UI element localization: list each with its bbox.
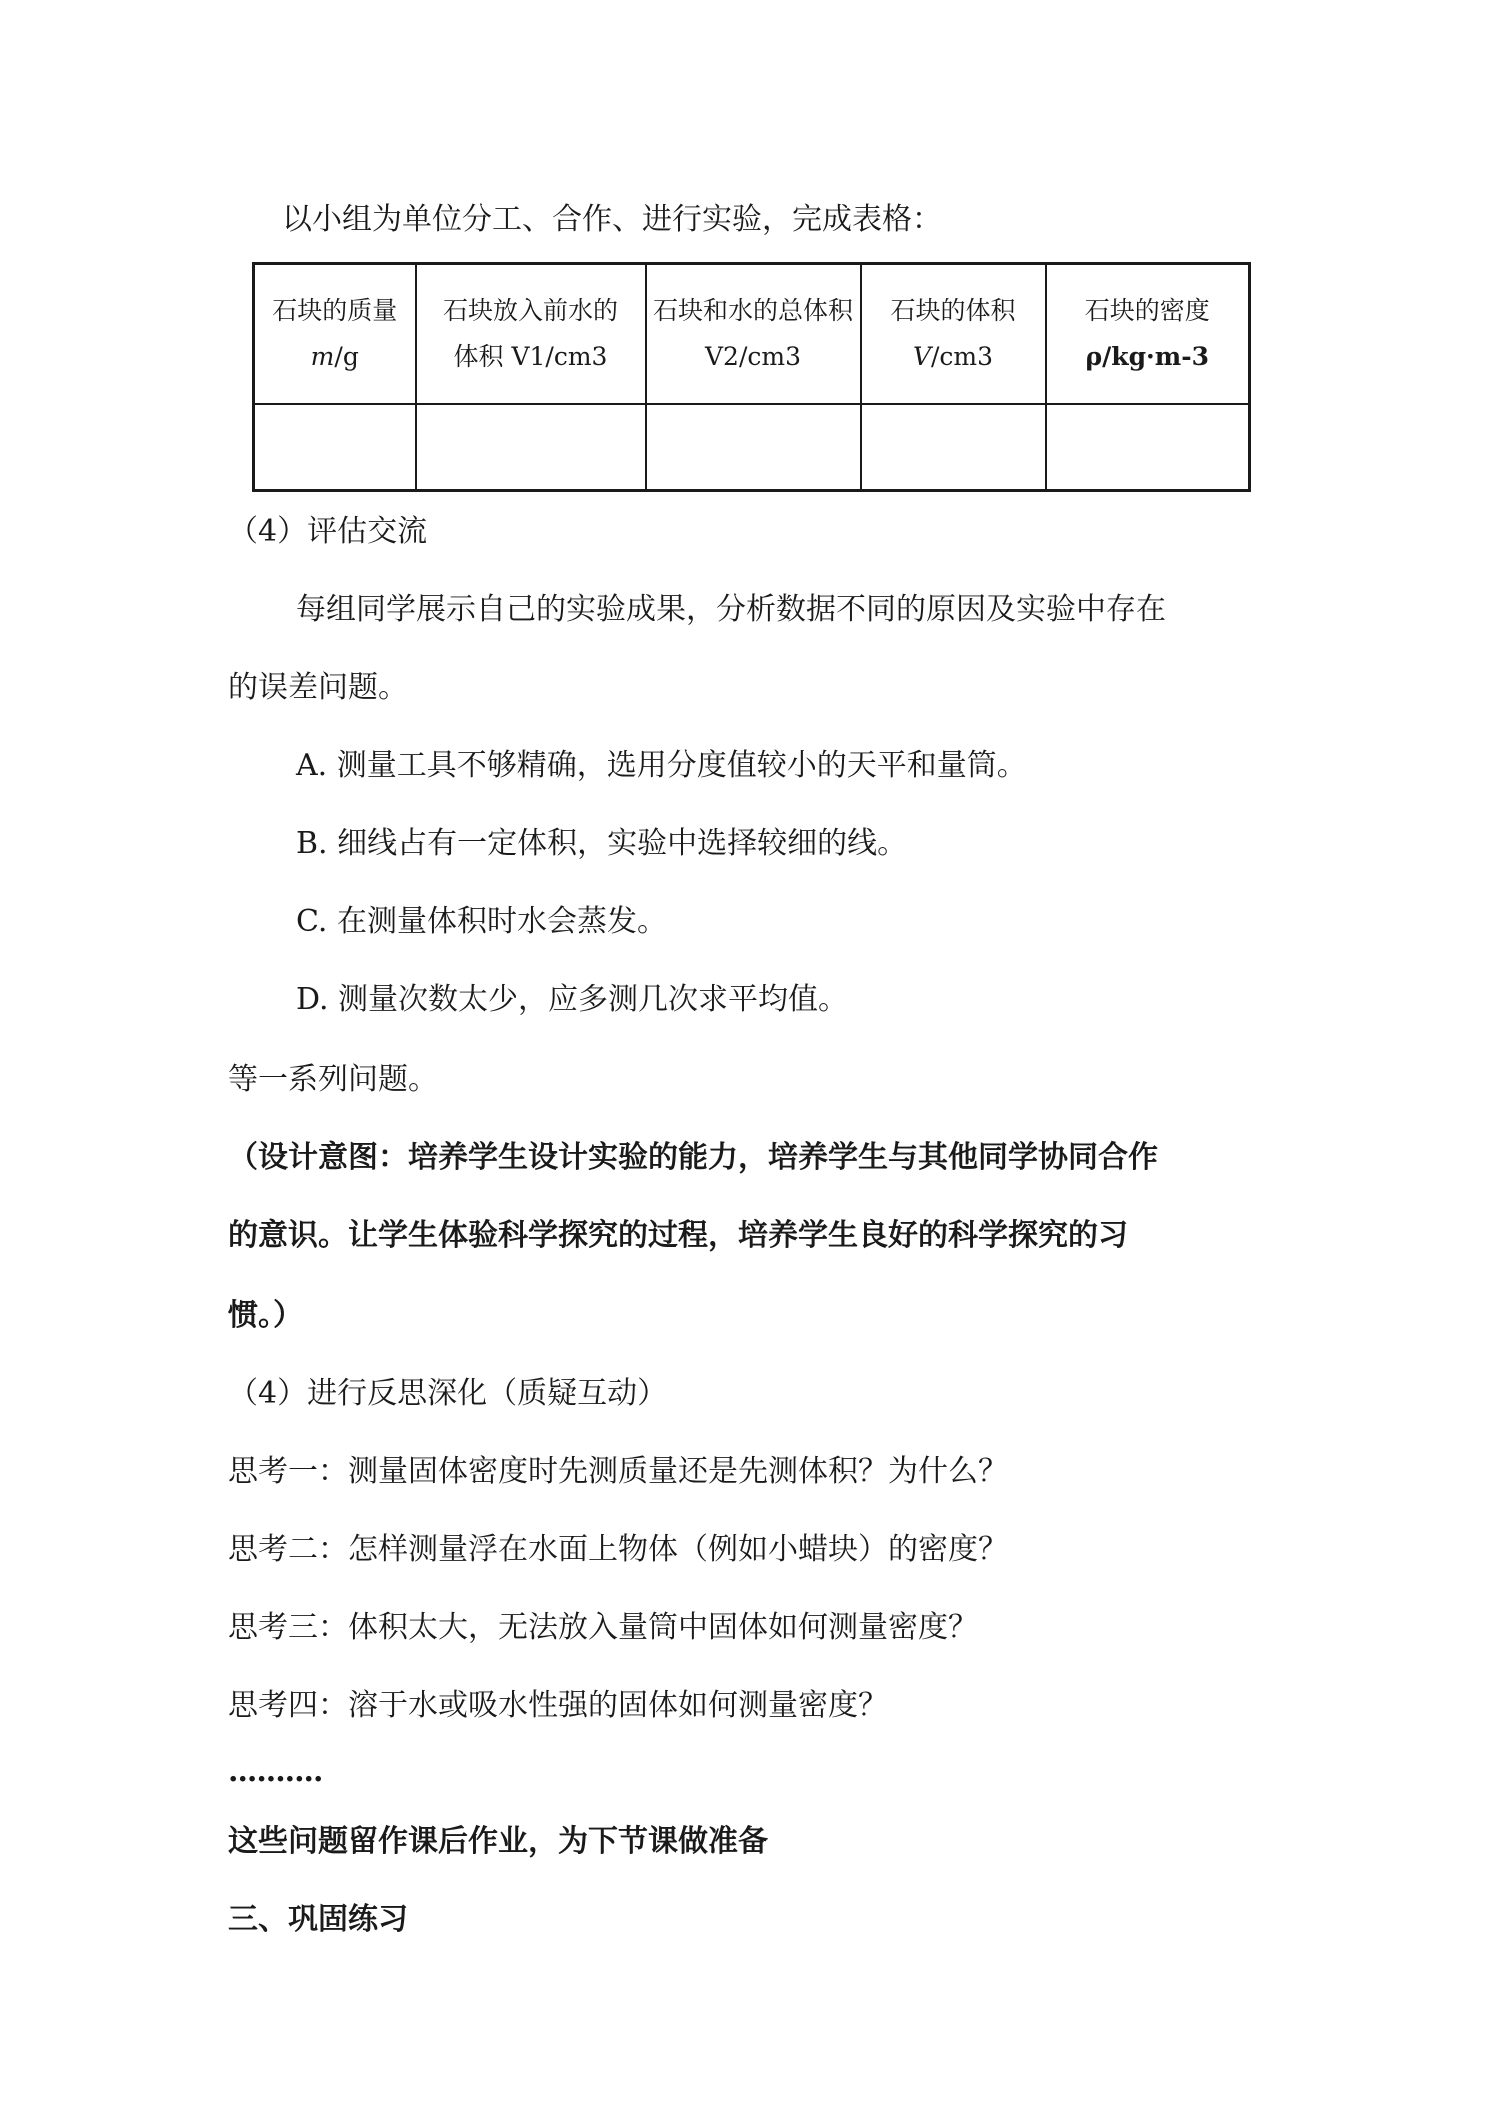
table-cell (861, 404, 1046, 491)
section-evaluate-heading: （4）评估交流 (228, 514, 428, 549)
think-three: 思考三：体积太大，无法放入量筒中固体如何测量密度？ (228, 1610, 978, 1645)
unit-symbol: m (310, 342, 335, 371)
header-label: 石块的质量 (272, 296, 398, 325)
header-cell-stone-volume (861, 264, 1046, 405)
homework-note: 这些问题留作课后作业，为下节课做准备 (228, 1824, 768, 1859)
header-label: 石块的体积 (890, 296, 1016, 325)
series-note: 等一系列问题。 (228, 1062, 438, 1097)
table-cell (1046, 404, 1250, 491)
design-intent-line-2: 的意识。让学生体验科学探究的过程，培养学生良好的科学探究的习 (228, 1218, 1128, 1253)
think-one: 思考一：测量固体密度时先测质量还是先测体积？为什么？ (228, 1454, 1008, 1489)
header-unit (257, 334, 413, 380)
header-cell-total-volume (646, 264, 861, 405)
header-cell-mass (254, 264, 416, 405)
experiment-table (252, 262, 1251, 492)
header-unit: 体积 V1/cm3 (453, 342, 608, 371)
design-intent-line-3: 惯。） (228, 1298, 303, 1333)
table-cell (254, 404, 416, 491)
design-intent-line-1: （设计意图：培养学生设计实验的能力，培养学生与其他同学协同合作 (228, 1140, 1158, 1175)
table-row (254, 404, 1250, 491)
header-label: 石块的密度 (1084, 296, 1210, 325)
evaluate-paragraph-line-1: 每组同学展示自己的实验成果，分析数据不同的原因及实验中存在 (296, 592, 1166, 627)
evaluate-paragraph-line-2: 的误差问题。 (228, 670, 408, 705)
header-label: 石块放入前水的 (442, 296, 618, 325)
header-unit: ρ/kg·m-3 (1085, 342, 1209, 371)
unit-symbol: V (912, 342, 931, 371)
option-a: A. 测量工具不够精确，选用分度值较小的天平和量筒。 (296, 748, 1027, 783)
table-cell (646, 404, 861, 491)
header-unit (864, 334, 1043, 380)
unit-rest: /g (334, 342, 359, 371)
think-two: 思考二：怎样测量浮在水面上物体（例如小蜡块）的密度？ (228, 1532, 1008, 1567)
header-unit: V2/cm3 (705, 342, 801, 371)
table-header-row (254, 264, 1250, 405)
option-c: C. 在测量体积时水会蒸发。 (296, 904, 667, 939)
option-d: D. 测量次数太少，应多测几次求平均值。 (296, 982, 849, 1017)
section-three-heading: 三、巩固练习 (228, 1902, 408, 1937)
header-cell-water-volume (416, 264, 646, 405)
section-reflect-heading: （4）进行反思深化（质疑互动） (228, 1376, 668, 1411)
intro-text: 以小组为单位分工、合作、进行实验，完成表格： (282, 202, 942, 237)
table-cell (416, 404, 646, 491)
header-cell-density (1046, 264, 1250, 405)
unit-rest: /cm3 (931, 342, 994, 371)
option-b: B. 细线占有一定体积，实验中选择较细的线。 (296, 826, 908, 861)
header-label: 石块和水的总体积 (652, 296, 853, 325)
think-four: 思考四：溶于水或吸水性强的固体如何测量密度？ (228, 1688, 888, 1723)
ellipsis: .......... (228, 1754, 323, 1789)
